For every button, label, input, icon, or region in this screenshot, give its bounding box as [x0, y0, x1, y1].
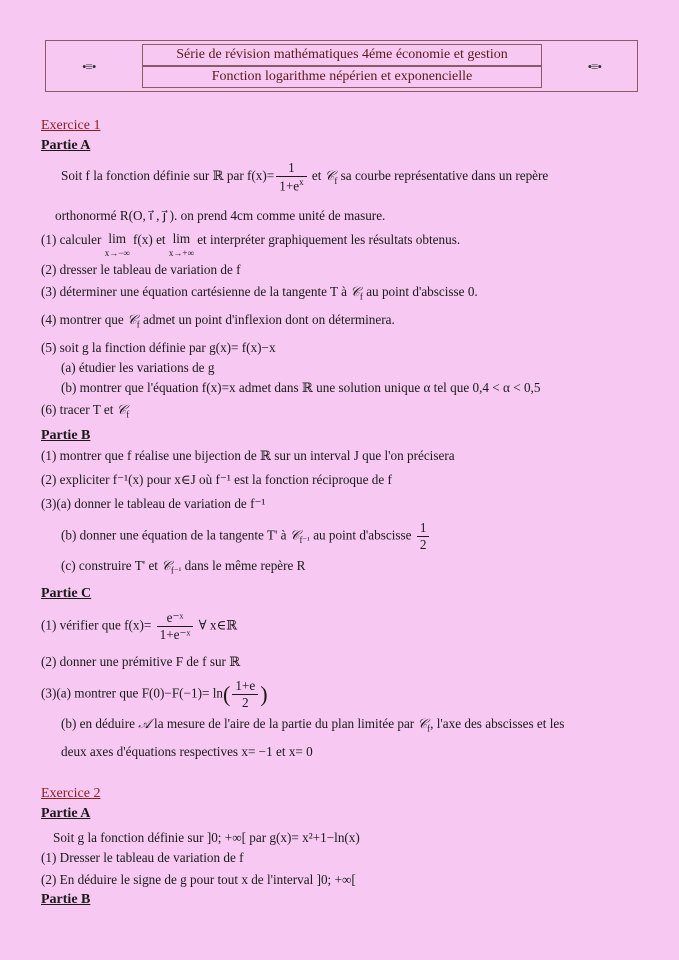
ex2-a-intro: Soit g la fonction définie sur ]0; +∞[ par g(x)= x²+1−ln(x) [53, 830, 360, 845]
ex1-c-q1: (1) vérifier que f(x)= $\frac{\text{e⁻ˣ}}{\text{1+e⁻ˣ}}$ ∀ x∈ℝ [41, 610, 238, 642]
ex1-c-q3a: (3)(a) montrer que F(0)−F(−1)= ln( $\frac{1+e}{2}$ ) [41, 678, 268, 710]
exercise-2-title: Exercice 2 [41, 786, 101, 801]
ex1-part-c-title: Partie C [41, 586, 92, 601]
ex1-c-q3b: (b) en déduire 𝒜 la mesure de l'aire de la partie du plan limitée par 𝒞$_f$, l'axe des abscisses et les [61, 716, 565, 734]
ex2-part-a-title: Partie A [41, 806, 91, 821]
document-title: Série de révision mathématiques 4éme économie et gestion [142, 44, 542, 66]
ex1-a-intro-2: orthonormé R(O, i⃗ , j⃗ ). on prend 4cm comme unité de masure. [55, 208, 386, 223]
ex1-a-q1: (1) calculer lim x→−∞ f(x) et lim x→+∞ et interpréter graphiquement les résultats obtenus. [41, 231, 461, 258]
ex2-a-q1: (1) Dresser le tableau de variation de f [41, 850, 244, 865]
ex1-b-q1: (1) montrer que f réalise une bijection de ℝ sur un interval J que l'on précisera [41, 448, 455, 463]
exercise-1-title: Exercice 1 [41, 118, 101, 133]
ex1-c-q2: (2) donner une prémitive F de f sur ℝ [41, 654, 241, 669]
decorative-ornament-left: •≡• [82, 59, 96, 74]
ex2-a-q2: (2) En déduire le signe de g pour tout x de l'interval ]0; +∞[ [41, 872, 356, 887]
ex1-part-b-title: Partie B [41, 428, 91, 443]
ex1-a-q6: (6) tracer T et 𝒞$_f$ [41, 402, 130, 420]
ex1-a-intro: Soit f la fonction définie sur ℝ par f(x)= $\frac{1}{1+e^x}$ et 𝒞$_f$ sa courbe représentative dans un repère [61, 160, 549, 194]
ex1-b-q2: (2) expliciter f⁻¹(x) pour x∈J où f⁻¹ est la fonction réciproque de f [41, 472, 392, 487]
ex1-a-q5: (5) soit g la finction définie par g(x)= f(x)−x [41, 340, 276, 355]
title-box [45, 40, 638, 92]
document-subtitle: Fonction logarithme népérien et exponencielle [142, 66, 542, 88]
ex1-a-q2: (2) dresser le tableau de variation de f [41, 262, 241, 277]
fraction: $\frac{1}{1+e^x}$ [276, 160, 306, 194]
ex1-c-q3b-2: deux axes d'équations respectives x= −1 et x= 0 [61, 744, 313, 759]
ex1-b-q3: (3)(a) donner le tableau de variation de f⁻¹ [41, 496, 266, 511]
ex1-a-q5b: (b) montrer que l'équation f(x)=x admet dans ℝ une solution unique α tel que 0,4 < α < 0,5 [61, 380, 541, 395]
decorative-ornament-right: •≡• [587, 59, 601, 74]
ex2-part-b-title: Partie B [41, 892, 91, 907]
ex1-a-q4: (4) montrer que 𝒞$_f$ admet un point d'inflexion dont on déterminera. [41, 312, 395, 330]
ex1-a-q3: (3) déterminer une équation cartésienne de la tangente T à 𝒞$_f$ au point d'abscisse 0. [41, 284, 478, 302]
ex1-a-q5a: (a) étudier les variations de g [61, 360, 215, 375]
ex1-b-q3b: (b) donner une équation de la tangente T' à 𝒞$_{f^{-1}}$ au point d'abscisse $\frac{1}{2}$ [61, 520, 431, 553]
ex1-b-q3c: (c) construire T' et 𝒞$_{f^{-1}}$ dans le même repère R [61, 558, 306, 576]
ex1-part-a-title: Partie A [41, 138, 91, 153]
